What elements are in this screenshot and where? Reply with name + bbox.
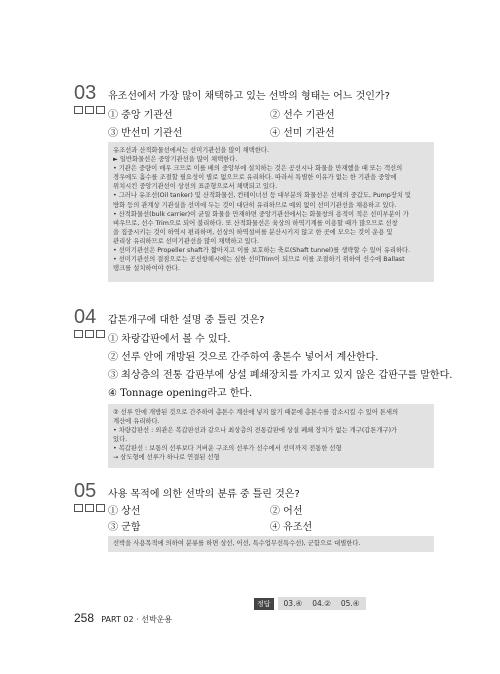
answer-tag: 정답 xyxy=(254,598,274,610)
question-05 xyxy=(74,480,434,570)
option-2[interactable]: ② 어선 xyxy=(270,506,303,517)
question-03 xyxy=(74,82,434,282)
option-1[interactable]: ① 중앙 기관선 xyxy=(108,110,173,121)
explanation-line: • 선미기관선은 Propeller shaft가 짧아지고 이를 보호하는 축로(Shaft tunnel)를 생략할 수 있어 유리하다. xyxy=(113,247,411,255)
explanation-line: 유조선과 산적화물선에서는 선미기관선을 많이 채택한다. xyxy=(113,147,269,154)
explanation-line: → 삼도형에 선루가 하나로 연결된 선형 xyxy=(113,454,220,462)
explanation-line: • 기관은 중량이 매우 크므로 이를 배의 중앙부에 설치하는 것은 공선시나 화물을 만재했을 때 또는 객선의 xyxy=(113,165,403,173)
explanation-line: 계산에 유리하다. xyxy=(113,418,160,426)
explanation-box xyxy=(108,536,434,552)
option-3[interactable]: ③ 반선미 기관선 xyxy=(108,128,183,139)
question-number: 04 xyxy=(74,306,97,328)
explanation-box xyxy=(108,404,434,468)
option-1[interactable]: ① 상선 xyxy=(108,506,141,517)
answer-item: 03.④ xyxy=(283,599,303,608)
checkbox-row xyxy=(74,504,105,512)
option-4[interactable]: ④ 선미 기관선 xyxy=(270,128,335,139)
explanation-line: • 차량갑판선 : 외관은 복갑판선과 같으나 최상층의 전통갑판에 상설 폐쇄 장치가 없는 개구(갑톤개구)가 xyxy=(113,427,398,435)
question-04 xyxy=(74,306,453,462)
explanation-line: 관리상 유리하므로 선미기관선을 많이 채택하고 있다. xyxy=(113,237,259,245)
option-3[interactable]: ③ 군함 xyxy=(108,522,141,533)
question-text: 유조선에서 가장 많이 채택하고 있는 선박의 형태는 어느 것인가? xyxy=(108,91,390,102)
explanation-line: 선박을 사용목적에 의하여 분류를 하면 상선, 어선, 특수업무선특수선), 군함으로 대별한다. xyxy=(113,540,361,547)
explanation-line: ② 선루 안에 개방된 것으로 간주하여 총톤수 계산에 넣지 않기 때문에 총톤수를 감소시킬 수 있어 톤세의 xyxy=(113,409,399,416)
explanation-line: 있다. xyxy=(113,436,128,444)
explanation-line: • 선미기관선의 결점으로는 공선항해시에는 심한 선미Trim이 되므로 이를 조절하기 위하여 선수에 Ballast xyxy=(113,256,405,264)
part-label: PART 02 · 선박운용 xyxy=(101,615,173,624)
explanation-line: • 산적화물선(bulk carrier)이 균일 화물을 만재하면 중앙기관선에서는 화물창의 용적이 적은 선미부분이 가 xyxy=(113,210,409,218)
option-1[interactable]: ① 차랑갑판에서 볼 수 있다. xyxy=(108,334,231,345)
explanation-line: 벼우므로, 선수 Trim으로 되어 불리하다. 또 산적화물선은 육상의 하역기계를 이용할 때가 많으므로 선창 xyxy=(113,219,398,227)
explanation-line: 방화 등의 관계상 기관실을 선미에 두는 것이 대단히 유리하므로 예외 없이 선미기관선을 채용하고 있다. xyxy=(113,201,397,209)
answer-item: 04.② xyxy=(312,599,331,608)
checkbox-row xyxy=(74,106,105,114)
question-text: 갑톤개구에 대한 설명 중 틀린 것은? xyxy=(108,315,265,326)
question-number: 05 xyxy=(74,480,97,502)
option-4[interactable]: ④ Tonnage opening라고 한다. xyxy=(108,388,253,399)
checkbox-row xyxy=(74,330,105,338)
option-3[interactable]: ③ 최상층의 전통 갑판부에 상설 폐쇄장치를 가지고 있지 않은 갑판구를 말한다. xyxy=(108,370,453,381)
explanation-line: • 그러나 유조선(Oil tanker) 및 산적화물선, 컨테이너선 등 대부분의 화물선은 선체의 중갑도, Pump장치 및 xyxy=(113,192,412,200)
explanation-line: ► 일반화물선은 중앙기관선을 많이 채택한다. xyxy=(113,156,238,164)
explanation-box xyxy=(108,142,434,282)
explanation-line: 위치시킨 중앙기관선이 상선의 표준형으로서 채택되고 있다. xyxy=(113,183,278,191)
answer-item: 05.④ xyxy=(340,599,360,608)
question-number: 03 xyxy=(74,82,97,104)
page-number: 258 xyxy=(74,611,95,625)
explanation-line: 탱크를 설치하여야 한다. xyxy=(113,265,180,273)
page-footer xyxy=(74,611,172,625)
option-4[interactable]: ④ 유조선 xyxy=(270,522,313,533)
question-text: 사용 목적에 의한 선박의 분류 중 틀린 것은? xyxy=(108,489,300,500)
explanation-line: 을 집중시키는 것이 하역시 편리하며, 선상의 하역설비를 분산시키지 않고 한 곳에 모으는 것이 운용 및 xyxy=(113,228,393,236)
answer-key xyxy=(254,597,366,610)
option-2[interactable]: ② 선루 안에 개방된 것으로 간주하여 총톤수 넣어서 계산한다. xyxy=(108,352,379,363)
answer-list xyxy=(278,597,366,610)
explanation-line: 경우에도 흘수를 조절할 필요성이 별로 없으므로 유리하다. 따라서 특별한 이유가 없는 한 기관을 중앙에 xyxy=(113,174,397,182)
option-2[interactable]: ② 선수 기관선 xyxy=(270,110,335,121)
explanation-line: • 복갑판선 : 보통의 선루보다 거버운 구조의 선루가 선수에서 선미까지 전통한 선형 xyxy=(113,445,342,453)
